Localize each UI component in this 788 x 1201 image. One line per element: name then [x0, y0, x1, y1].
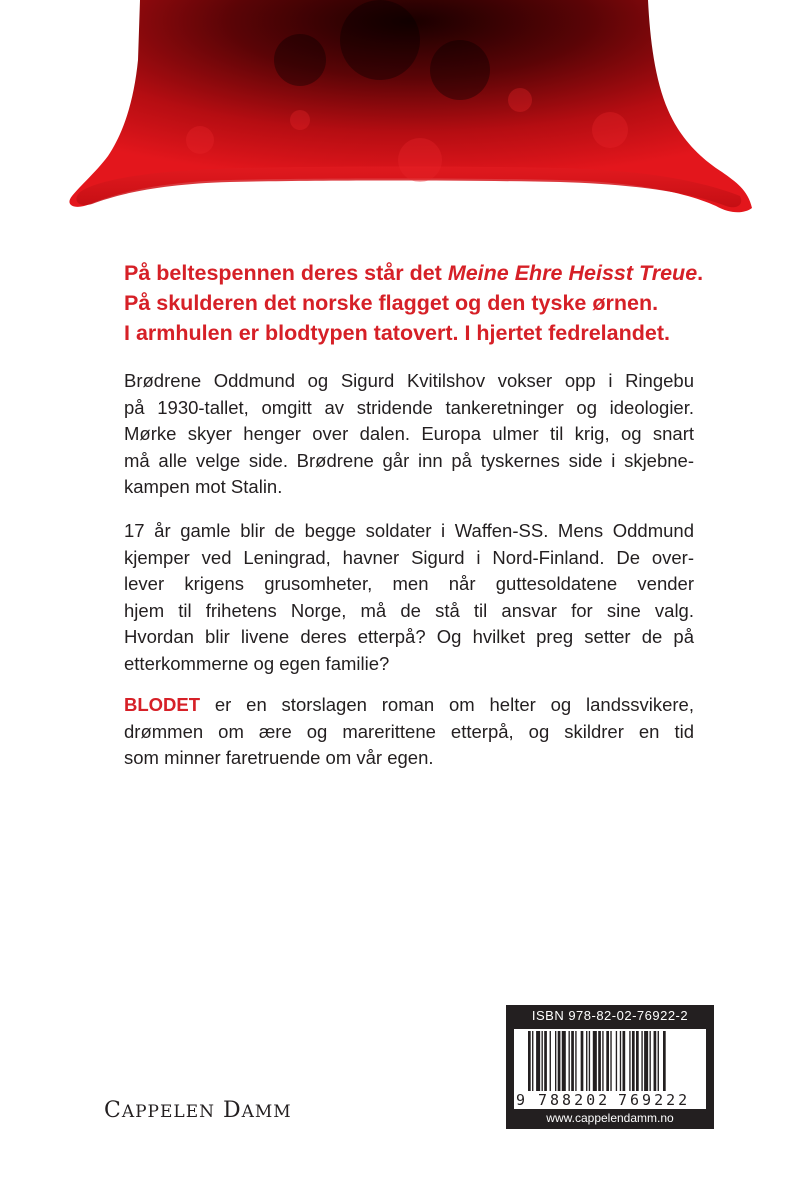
barcode-bar: [610, 1031, 611, 1091]
barcode-bar: [544, 1031, 547, 1091]
barcode-bar: [623, 1031, 626, 1091]
paragraph-line: kjemper ved Leningrad, havner Sigurd i Nord-Finland. De over-: [124, 546, 694, 568]
book-title: BLODET: [124, 694, 201, 715]
paragraph-line: drømmen om ære og marerittene etterpå, og skildrer en tid: [124, 720, 694, 742]
teaser-motto: Meine Ehre Heisst Treue: [447, 261, 698, 285]
barcode-bar: [569, 1031, 570, 1091]
barcode-bar: [650, 1031, 651, 1091]
description-paragraph-1: [124, 368, 694, 501]
barcode-bar: [629, 1031, 630, 1091]
bell-illustration: [0, 0, 788, 230]
barcode-bar: [641, 1031, 642, 1091]
paragraph-line: 17 år gamle blir de begge soldater i Waffen-SS. Mens Oddmund: [124, 520, 694, 541]
barcode-bar: [558, 1031, 561, 1091]
barcode-bar: [586, 1031, 587, 1091]
teaser-text: [124, 258, 704, 348]
barcode-bar: [658, 1031, 659, 1091]
isbn-barcode-box: [506, 1005, 714, 1129]
paragraph-line: Brødrene Oddmund og Sigurd Kvitilshov vokser opp i Ringebu: [124, 370, 694, 391]
barcode-bar: [555, 1031, 556, 1091]
teaser-line-1: [124, 258, 704, 288]
teaser-line-3: I armhulen er blodtypen tatovert. I hjertet fedrelandet.: [124, 321, 670, 345]
paragraph-line: etterkommerne og egen familie?: [124, 652, 390, 674]
paragraph-line: Mørke skyer henger over dalen. Europa ulmer til krig, og snart: [124, 423, 694, 444]
paragraph-line: [124, 692, 694, 719]
publisher-name-part-2: AMM: [241, 1102, 292, 1122]
barcode-bar: [536, 1031, 540, 1091]
publisher-name-part-1: APPELEN: [121, 1102, 215, 1122]
paragraph-line: som minner faretruende om vår egen.: [124, 747, 434, 768]
barcode-bar: [575, 1031, 576, 1091]
barcode-bar: [616, 1031, 617, 1091]
isbn-label: ISBN 978-82-02-76922-2: [531, 1008, 689, 1023]
teaser-line-1-end: .: [697, 261, 704, 285]
publisher-initial-c: C: [104, 1098, 122, 1123]
publisher-initial-d: D: [222, 1098, 242, 1123]
barcode: [514, 1029, 706, 1109]
publisher-logo: [104, 1098, 292, 1123]
paragraph-line: Hvordan blir livene deres etterpå? Og hvilket preg setter de på: [124, 626, 694, 647]
barcode-bar: [550, 1031, 551, 1091]
description-paragraph-3: [124, 692, 694, 772]
paragraph-line: kampen mot Stalin.: [124, 476, 283, 497]
paragraph-line-rest: er en storslagen roman om helter og landssvikere,: [200, 694, 694, 715]
barcode-bar: [636, 1031, 639, 1091]
teaser-line-1-start: På beltespennen deres står det: [124, 261, 448, 285]
barcode-bar: [644, 1031, 648, 1091]
paragraph-line: hjem til frihetens Norge, må de stå til ansvar for sine valg.: [124, 599, 694, 621]
barcode-bar: [632, 1031, 635, 1091]
barcode-bar: [589, 1031, 590, 1091]
barcode-bar: [606, 1031, 609, 1091]
barcode-bar: [542, 1031, 543, 1091]
ean-digits-left: 788202: [538, 1091, 611, 1109]
paragraph-line: lever krigens grusomheter, men når guttesoldatene vender: [124, 573, 694, 594]
barcode-bar: [654, 1031, 657, 1091]
barcode-bar: [562, 1031, 566, 1091]
barcode-bar: [571, 1031, 574, 1091]
description-paragraph-2: [124, 518, 694, 677]
publisher-website: www.cappelendamm.no: [546, 1111, 674, 1125]
paragraph-line: må alle velge side. Brødrene går inn på tyskernes side i skjebne-: [124, 449, 694, 471]
barcode-bar: [602, 1031, 603, 1091]
ean-digits-right: 769222: [618, 1091, 691, 1109]
ean-digit-first: 9: [516, 1091, 526, 1109]
barcode-bar: [620, 1031, 621, 1091]
teaser-line-2: På skulderen det norske flagget og den tyske ørnen.: [124, 291, 659, 315]
paragraph-line: på 1930-tallet, omgitt av stridende tankeretninger og ideologier.: [124, 396, 694, 418]
ean-digits: [514, 1091, 706, 1109]
barcode-bar: [581, 1031, 584, 1091]
